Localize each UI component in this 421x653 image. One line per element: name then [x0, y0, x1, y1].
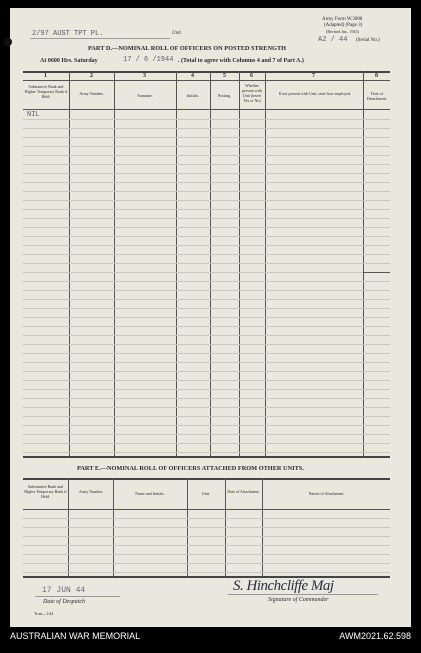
col-number: 4	[191, 73, 194, 79]
table-d-top	[23, 71, 390, 73]
table-d-bottom	[23, 456, 390, 458]
serial-label: (Serial No.)	[356, 38, 380, 43]
serial-typed: A2 / 44	[318, 36, 348, 44]
ruled-line	[23, 272, 390, 273]
ruled-line	[23, 572, 390, 573]
ruled-line	[23, 200, 390, 201]
ruled-line	[23, 308, 390, 309]
part-d-date-typed: 17 / 6 /1944	[123, 56, 174, 64]
e-col-header-rank: Substantive Rank and Higher Temporary Rank if Held.	[24, 484, 67, 499]
col-number: 2	[90, 73, 93, 79]
ruled-line	[23, 527, 390, 528]
ruled-line	[23, 236, 390, 237]
col-header-detachment: Date of Detachment.	[366, 91, 388, 101]
ruled-line	[23, 317, 390, 318]
ruled-line	[23, 173, 390, 174]
ruled-line	[23, 263, 390, 264]
ruled-line	[23, 191, 390, 192]
ruled-line	[23, 380, 390, 381]
table-e-header-rule	[23, 509, 390, 510]
ruled-line	[23, 164, 390, 165]
signature-label: Signature of Commander	[268, 597, 329, 603]
ruled-line	[23, 407, 390, 408]
col-header-surname: Surname.	[137, 93, 153, 98]
part-e-title: PART E.—NOMINAL ROLL OF OFFICERS ATTACHED FROM OTHER UNITS.	[77, 465, 304, 472]
ruled-line	[23, 209, 390, 210]
archive-caption-right: AWM2021.62.598	[339, 631, 411, 641]
part-d-time-prefix: At 0600 Hrs. Saturday	[40, 58, 98, 64]
despatch-label: Date of Despatch	[43, 599, 85, 605]
commander-signature: S. Hinchcliffe Maj	[233, 578, 334, 594]
e-col-header-name: Name and Initials.	[135, 491, 165, 496]
ruled-line	[23, 146, 390, 147]
form-number: Army Form W.3008	[322, 17, 363, 22]
ruled-line	[23, 128, 390, 129]
ruled-line	[23, 335, 390, 336]
ruled-line	[23, 536, 390, 537]
despatch-underline	[35, 596, 120, 597]
e-col-header-attachment-date: Date of Attachment.	[227, 489, 260, 494]
ruled-line	[23, 389, 390, 390]
col-header-present: Whether present with Unit (insert Yes or No)	[242, 83, 262, 103]
table-e-top	[23, 478, 390, 480]
ruled-line	[23, 416, 390, 417]
table-d-number-rule	[23, 80, 390, 81]
unit-label: Unit	[172, 31, 181, 36]
e-col-header-unit: Unit.	[201, 491, 211, 496]
ruled-line	[23, 227, 390, 228]
ruled-line	[23, 398, 390, 399]
ruled-line	[23, 434, 390, 435]
col-number: 5	[223, 73, 226, 79]
ruled-line	[23, 326, 390, 327]
ruled-line	[23, 353, 390, 354]
detachment-column-break	[363, 272, 390, 273]
ruled-line	[23, 218, 390, 219]
ruled-line	[23, 254, 390, 255]
ruled-line	[23, 281, 390, 282]
col-number: 1	[44, 73, 47, 79]
ruled-line	[23, 443, 390, 444]
nil-entry: NIL	[27, 111, 40, 119]
col-number: 8	[375, 73, 378, 79]
unit-typed: 2/97 AUST TPT PL.	[32, 30, 104, 38]
part-d-time-suffix: . (Total to agree with Columns 4 and 7 of Part A.)	[178, 58, 304, 64]
ruled-line	[23, 362, 390, 363]
punch-hole	[4, 38, 12, 46]
ruled-line	[23, 245, 390, 246]
col-header-rank: Substantive Rank and Higher Temporary Rank if Held.	[24, 84, 68, 99]
ruled-line	[23, 554, 390, 555]
col-number: 6	[250, 73, 253, 79]
col-header-army-number: Army Number.	[79, 91, 104, 96]
despatch-date: 17 JUN 44	[42, 586, 86, 595]
col-header-employed: If not present with Unit, state how employed.	[278, 91, 352, 96]
ruled-line	[23, 137, 390, 138]
ruled-line	[23, 563, 390, 564]
ruled-line	[23, 371, 390, 372]
col-header-posting: Posting.	[217, 93, 231, 98]
ruled-line	[23, 452, 390, 453]
col-header-initials: Initials.	[186, 93, 200, 98]
print-code: Trust—1/44	[34, 611, 54, 616]
form-adapted: (Adapted) (Page 3)	[324, 23, 363, 28]
ruled-line	[23, 290, 390, 291]
ruled-line	[23, 344, 390, 345]
col-number: 7	[312, 73, 315, 79]
ruled-line	[23, 119, 390, 120]
e-col-header-nature: Nature of Attachment.	[308, 491, 345, 496]
ruled-line	[23, 155, 390, 156]
archive-caption-left: AUSTRALIAN WAR MEMORIAL	[10, 631, 141, 641]
ruled-line	[23, 425, 390, 426]
table-d-header-rule	[23, 109, 390, 110]
signature-underline	[228, 594, 378, 595]
col-number: 3	[143, 73, 146, 79]
part-d-title: PART D.—NOMINAL ROLL OF OFFICERS ON POSTED STRENGTH	[88, 45, 287, 52]
ruled-line	[23, 182, 390, 183]
table-e-bottom	[23, 576, 390, 578]
ruled-line	[23, 518, 390, 519]
form-revised: (Revised Jan., 1943)	[326, 29, 359, 34]
ruled-line	[23, 299, 390, 300]
ruled-line	[23, 545, 390, 546]
e-col-header-army-number: Army Number.	[78, 489, 104, 494]
unit-underline	[30, 38, 170, 39]
